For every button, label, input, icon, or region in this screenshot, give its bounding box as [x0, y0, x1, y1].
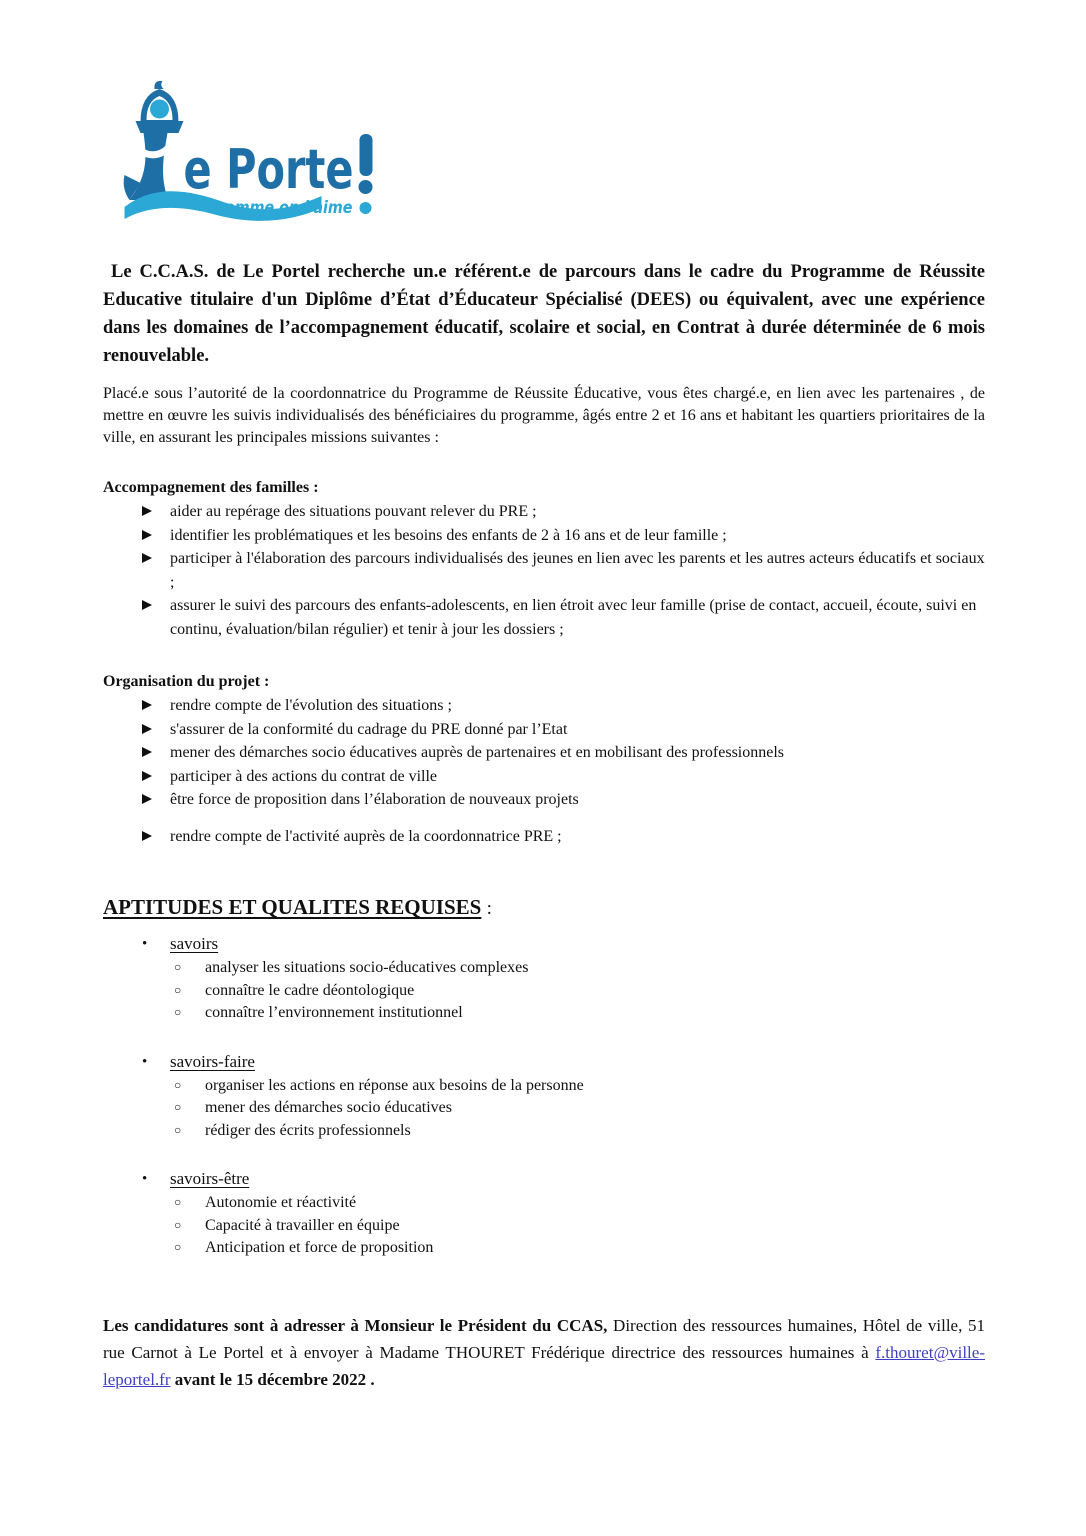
list-item — [103, 980, 985, 1003]
list-item — [103, 1075, 985, 1098]
list-item-text: rédiger des écrits professionnels — [205, 1121, 411, 1139]
list-item — [103, 594, 985, 641]
list-item — [103, 741, 985, 765]
logo-wordmark: e Porte — [183, 138, 354, 201]
le-portel-logo — [115, 76, 383, 224]
lighthouse-icon — [124, 81, 184, 200]
arrow-bullet-icon — [142, 506, 152, 516]
group-savoirs-etre — [103, 1167, 985, 1260]
list-item — [103, 1215, 985, 1238]
list-item-text: connaître l’environnement institutionnel — [205, 1004, 463, 1021]
group-label: savoirs-faire — [170, 1051, 255, 1071]
section-title: Accompagnement des familles : — [103, 479, 319, 496]
closing-bold-lead: Les candidatures sont à adresser à Monsieur le Président du CCAS, — [103, 1315, 608, 1335]
list-item — [103, 788, 985, 812]
group-label: savoirs-être — [170, 1169, 250, 1188]
list-item-text: identifier les problématiques et les besoins des enfants de 2 à 16 ans et de leur famille ; — [170, 526, 727, 544]
list-item — [103, 718, 985, 742]
group-savoirs — [103, 932, 985, 1025]
list-item — [103, 524, 985, 548]
group-label-row — [103, 932, 985, 956]
list-item — [103, 1192, 985, 1215]
section-title: Organisation du projet : — [103, 673, 270, 690]
group-label: savoirs — [170, 934, 219, 953]
closing-paragraph — [103, 1312, 985, 1393]
arrow-bullet-icon — [142, 530, 152, 540]
arrow-bullet-icon — [142, 553, 152, 563]
list-item-text: rendre compte de l'activité auprès de la coordonnatrice PRE ; — [170, 827, 562, 845]
list-item-text: organiser les actions en réponse aux besoins de la personne — [205, 1076, 584, 1094]
group-items — [103, 1192, 985, 1260]
logo-exclamation-dot — [359, 180, 373, 194]
circle-bullet-icon: ○ — [174, 1217, 182, 1232]
list-item — [103, 547, 985, 594]
tagline-dot — [360, 202, 372, 214]
list-item — [103, 1120, 985, 1143]
group-label-row — [103, 1167, 985, 1191]
list-item — [103, 825, 985, 849]
arrow-bullet-icon — [142, 724, 152, 734]
list-item-text: être force de proposition dans l’élaboration de nouveaux projets — [170, 791, 579, 808]
list-item-text: Autonomie et réactivité — [205, 1194, 357, 1211]
dot-bullet-icon: • — [142, 1053, 148, 1070]
list-item — [103, 1097, 985, 1120]
list-item-text: participer à l'élaboration des parcours individualisés des jeunes en lien avec les parents et les autres acteurs éducatifs et sociaux ; — [170, 550, 985, 591]
aptitudes-heading-colon: : — [486, 898, 492, 919]
lighthouse-light — [150, 100, 169, 119]
email-link[interactable]: f.thouret@ville-leportel.fr — [103, 1342, 985, 1389]
list-item — [103, 500, 985, 524]
list-item-text: rendre compte de l'évolution des situations ; — [170, 697, 452, 714]
list-item-text: s'assurer de la conformité du cadrage du PRE donné par l’Etat — [170, 720, 568, 738]
arrow-bullet-icon — [142, 771, 152, 781]
arrow-bullet-icon — [142, 831, 152, 841]
list-item — [103, 1002, 985, 1025]
aptitudes-section — [103, 892, 985, 1260]
circle-bullet-icon: ○ — [174, 1240, 182, 1254]
mission-list — [103, 694, 985, 848]
arrow-bullet-icon — [142, 700, 152, 710]
list-item — [103, 957, 985, 980]
list-item-text: analyser les situations socio-éducatives complexes — [205, 959, 529, 976]
section-accompagnement-des-familles — [103, 477, 985, 641]
aptitudes-heading — [103, 892, 985, 924]
le-portel-logo-graphic — [115, 76, 383, 224]
mission-list — [103, 500, 985, 641]
group-savoirs-faire — [103, 1050, 985, 1143]
circle-bullet-icon: ○ — [174, 1100, 182, 1114]
list-item-text: aider au repérage des situations pouvant relever du PRE ; — [170, 503, 537, 520]
arrow-bullet-icon — [142, 794, 152, 804]
circle-bullet-icon: ○ — [174, 1077, 182, 1092]
circle-bullet-icon: ○ — [174, 1005, 182, 1019]
list-item-text: mener des démarches socio éducatives — [205, 1099, 453, 1116]
list-item — [103, 765, 985, 789]
closing-body: Direction des ressources humaines, Hôtel de ville, 51 rue Carnot à Le Portel et à envoyer à Madame THOURET Frédérique directrice des ressources humaines à — [103, 1315, 985, 1362]
logo-tagline: comme on l'aime — [216, 198, 353, 218]
list-item-text: connaître le cadre déontologique — [205, 981, 415, 999]
aptitudes-heading-text: APTITUDES ET QUALITES REQUISES — [103, 895, 482, 919]
list-item-text: Anticipation et force de proposition — [205, 1239, 434, 1256]
logo-exclamation-bar — [360, 134, 373, 176]
list-item — [103, 694, 985, 718]
group-label-row — [103, 1050, 985, 1074]
list-item-text: Capacité à travailler en équipe — [205, 1216, 400, 1234]
list-item-text: assurer le suivi des parcours des enfants-adolescents, en lien étroit avec leur famille (prise de contact, accueil, écoute, suivi en continu, évaluation/bilan régulier) et tenir à jour les dossiers ; — [170, 597, 977, 638]
group-items — [103, 957, 985, 1025]
list-item — [103, 1237, 985, 1260]
circle-bullet-icon: ○ — [174, 982, 182, 997]
list-item-text: mener des démarches socio éducatives auprès de partenaires et en mobilisant des professionnels — [170, 744, 785, 761]
dot-bullet-icon: • — [142, 936, 148, 952]
arrow-bullet-icon — [142, 747, 152, 757]
circle-bullet-icon: ○ — [174, 1122, 182, 1137]
list-item-text: participer à des actions du contrat de ville — [170, 767, 438, 785]
group-items — [103, 1075, 985, 1143]
circle-bullet-icon: ○ — [174, 1195, 182, 1209]
intro-paragraph: Le C.C.A.S. de Le Portel recherche un.e référent.e de parcours dans le cadre du Programme de Réussite Educative titulaire d'un Diplôme d’État d’Éducateur Spécialisé (DEES) ou équivalent, avec une expérience dans les domaines de l’accompagnement éducatif, scolaire et social, en Contrat à durée déterminée de 6 mois renouvelable. — [103, 262, 985, 366]
dot-bullet-icon: • — [142, 1171, 148, 1187]
arrow-bullet-icon — [142, 600, 152, 610]
circle-bullet-icon: ○ — [174, 960, 182, 974]
closing-bold-tail: avant le 15 décembre 2022 . — [174, 1369, 375, 1389]
context-paragraph: Placé.e sous l’autorité de la coordonnatrice du Programme de Réussite Éducative, vous êtes chargé.e, en lien avec les partenaires , de mettre en œuvre les suivis individualisés des bénéficiaires du programme, âgés entre 2 et 16 ans et habitant les quartiers prioritaires de la ville, en assurant les principales missions suivantes : — [103, 385, 985, 446]
section-organisation-du-projet — [103, 671, 985, 848]
